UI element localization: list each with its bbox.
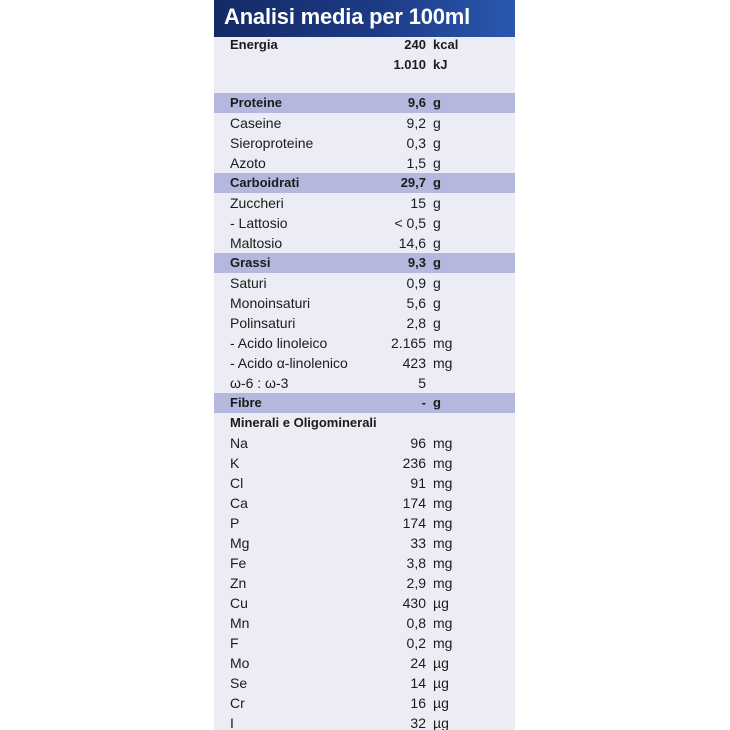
nutrient-name: Fe [230, 555, 247, 571]
nutrient-name: Monoinsaturi [230, 295, 311, 311]
table-row [214, 493, 515, 513]
nutrient-value: 96 [410, 435, 426, 451]
nutrient-name: ω-6 : ω-3 [230, 375, 289, 391]
nutrient-unit: mg [433, 555, 453, 571]
table-row [214, 533, 515, 553]
table-row [214, 473, 515, 493]
table-header [214, 0, 515, 37]
nutrition-table [214, 0, 515, 730]
nutrient-name: - Acido α-linolenico [230, 355, 348, 371]
table-row [214, 233, 515, 253]
nutrient-unit: µg [433, 715, 449, 730]
nutrient-unit: g [433, 235, 441, 251]
nutrient-name: I [230, 715, 234, 730]
table-row [214, 633, 515, 653]
nutrient-name: Mo [230, 655, 250, 671]
table-row [214, 673, 515, 693]
section-row [214, 413, 515, 433]
energy-label: Energia [230, 37, 278, 52]
nutrient-name: - Acido linoleico [230, 335, 328, 351]
energy-kcal-unit: kcal [433, 37, 459, 52]
nutrient-unit: mg [433, 615, 453, 631]
nutrient-name: Mn [230, 615, 250, 631]
table-row [214, 273, 515, 293]
nutrient-name: Cl [230, 475, 244, 491]
nutrient-value: 5 [418, 375, 426, 391]
energy-kcal-row [214, 37, 515, 55]
nutrient-value: 236 [402, 455, 426, 471]
energy-kj-row [214, 57, 515, 75]
nutrient-value: 16 [410, 695, 426, 711]
table-row [214, 693, 515, 713]
nutrient-name: Na [230, 435, 248, 451]
nutrient-value: 430 [402, 595, 426, 611]
nutrient-value: 24 [410, 655, 426, 671]
nutrient-value: 3,8 [406, 555, 426, 571]
nutrient-unit: g [433, 175, 441, 190]
nutrient-value: 0,3 [406, 135, 426, 151]
section-row [214, 173, 515, 193]
table-row [214, 313, 515, 333]
nutrient-name: Fibre [230, 395, 262, 410]
nutrient-value: 15 [410, 195, 426, 211]
energy-kcal-value: 240 [404, 37, 426, 52]
nutrient-name: Cr [230, 695, 245, 711]
nutrient-unit: mg [433, 455, 453, 471]
table-row [214, 213, 515, 233]
nutrient-value: 174 [402, 495, 426, 511]
nutrient-name: - Lattosio [230, 215, 288, 231]
nutrient-unit: g [433, 255, 441, 270]
nutrient-name: Maltosio [230, 235, 283, 251]
nutrient-value: 91 [410, 475, 426, 491]
nutrient-value: 5,6 [406, 295, 426, 311]
table-row [214, 713, 515, 730]
nutrient-unit: mg [433, 535, 453, 551]
nutrient-unit: µg [433, 695, 449, 711]
nutrient-name: F [230, 635, 239, 651]
nutrient-value: 0,9 [406, 275, 426, 291]
nutrient-value: 9,2 [406, 115, 426, 131]
nutrient-unit: g [433, 135, 441, 151]
energy-kj-unit: kJ [433, 57, 448, 72]
nutrient-rows [214, 93, 515, 730]
nutrient-unit: g [433, 395, 441, 410]
nutrient-value: 0,2 [406, 635, 426, 651]
section-row [214, 93, 515, 113]
nutrient-name: Saturi [230, 275, 267, 291]
energy-kj-value: 1.010 [393, 57, 426, 72]
table-title: Analisi media per 100ml [224, 4, 471, 29]
energy-block [214, 37, 515, 92]
nutrient-unit: mg [433, 575, 453, 591]
nutrient-name: Sieroproteine [230, 135, 314, 151]
nutrient-unit: mg [433, 335, 453, 351]
nutrient-value: < 0,5 [394, 215, 426, 231]
table-row [214, 373, 515, 393]
nutrient-unit: mg [433, 495, 453, 511]
nutrient-value: - [421, 395, 426, 410]
nutrient-unit: g [433, 195, 441, 211]
nutrient-unit: mg [433, 435, 453, 451]
nutrient-value: 2,8 [406, 315, 426, 331]
table-row [214, 193, 515, 213]
table-row [214, 433, 515, 453]
section-row [214, 253, 515, 273]
nutrient-value: 174 [402, 515, 426, 531]
nutrient-unit: µg [433, 655, 449, 671]
nutrient-name: Zn [230, 575, 247, 591]
table-row [214, 453, 515, 473]
nutrient-name: Caseine [230, 115, 282, 131]
nutrient-value: 9,3 [407, 255, 426, 270]
nutrient-value: 33 [410, 535, 426, 551]
nutrient-unit: mg [433, 355, 453, 371]
table-row [214, 513, 515, 533]
nutrient-name: Azoto [230, 155, 266, 171]
table-row [214, 113, 515, 133]
nutrient-value: 14 [410, 675, 426, 691]
nutrient-value: 2,9 [406, 575, 426, 591]
table-row [214, 333, 515, 353]
nutrient-name: Minerali e Oligominerali [230, 415, 377, 430]
nutrient-value: 29,7 [400, 175, 426, 190]
nutrient-unit: mg [433, 635, 453, 651]
nutrient-unit: µg [433, 595, 449, 611]
nutrient-unit: g [433, 115, 441, 131]
table-row [214, 573, 515, 593]
nutrient-name: Polinsaturi [230, 315, 296, 331]
nutrient-value: 32 [410, 715, 426, 730]
table-row [214, 153, 515, 173]
nutrient-unit: mg [433, 515, 453, 531]
table-row [214, 293, 515, 313]
nutrient-value: 423 [402, 355, 426, 371]
table-row [214, 353, 515, 373]
nutrient-name: Zuccheri [230, 195, 284, 211]
nutrient-unit: g [433, 95, 441, 110]
nutrient-name: Cu [230, 595, 248, 611]
nutrient-name: Mg [230, 535, 250, 551]
nutrient-value: 0,8 [406, 615, 426, 631]
table-row [214, 553, 515, 573]
section-row [214, 393, 515, 413]
nutrient-value: 1,5 [406, 155, 426, 171]
nutrient-name: Grassi [230, 255, 271, 270]
nutrient-value: 9,6 [407, 95, 426, 110]
nutrient-value: 2.165 [390, 335, 426, 351]
nutrient-unit: g [433, 315, 441, 331]
nutrient-unit: µg [433, 675, 449, 691]
nutrient-name: P [230, 515, 240, 531]
table-row [214, 593, 515, 613]
nutrient-unit: g [433, 275, 441, 291]
nutrient-name: K [230, 455, 240, 471]
nutrient-unit: mg [433, 475, 453, 491]
table-row [214, 133, 515, 153]
nutrient-unit: g [433, 295, 441, 311]
nutrient-name: Ca [230, 495, 248, 511]
nutrient-name: Proteine [230, 95, 283, 110]
nutrient-unit: g [433, 215, 441, 231]
table-row [214, 613, 515, 633]
nutrient-value: 14,6 [398, 235, 426, 251]
nutrient-unit: g [433, 155, 441, 171]
nutrient-name: Carboidrati [230, 175, 300, 190]
nutrient-name: Se [230, 675, 248, 691]
table-row [214, 653, 515, 673]
